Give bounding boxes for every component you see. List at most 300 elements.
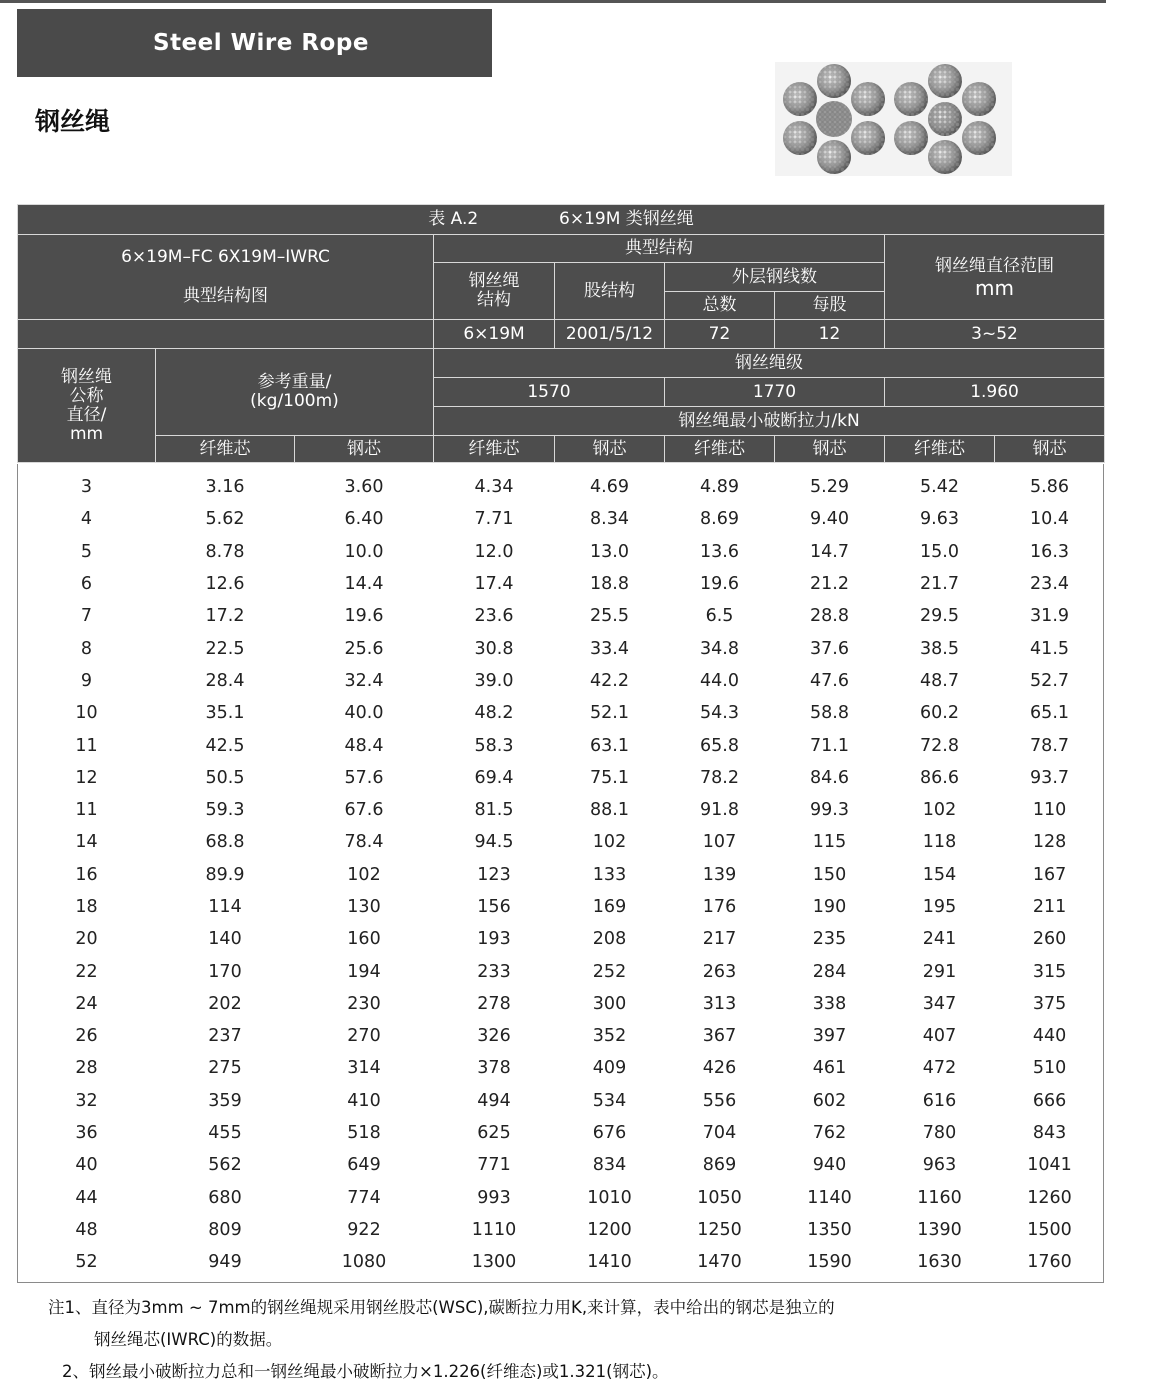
value-cell: 940 [812, 1155, 847, 1176]
value-cell: 130 [347, 897, 381, 917]
value-cell: 19.6 [344, 606, 384, 627]
banner-title: Steel Wire Rope [153, 30, 369, 56]
value-cell: 89.9 [205, 864, 245, 885]
weight-fiber-core-header: 纤维芯 [156, 436, 295, 463]
table-row [18, 762, 1105, 794]
page-heading: 钢丝绳 [35, 107, 111, 136]
value-cell: 1041 [1027, 1155, 1072, 1176]
value-cell: 6.40 [344, 509, 384, 530]
value-cell: 260 [1032, 929, 1067, 950]
table-caption [18, 205, 1105, 235]
total-header: 总数 [665, 292, 775, 320]
total-value: 72 [665, 320, 775, 349]
rope-structure-header: 钢丝绳 结构 [434, 263, 555, 320]
value-cell: 375 [1032, 993, 1067, 1014]
value-cell: 13.0 [590, 541, 629, 562]
value-cell: 949 [208, 1252, 242, 1273]
value-cell: 48.4 [344, 735, 384, 756]
value-cell: 78.4 [344, 832, 384, 853]
table-row [18, 859, 1105, 891]
value-cell: 68.8 [205, 832, 245, 853]
value-cell: 7.71 [474, 509, 514, 530]
value-cell: 38.5 [920, 638, 959, 659]
table-row [18, 463, 1105, 504]
value-cell: 208 [592, 929, 627, 950]
value-cell: 59.3 [205, 800, 245, 821]
value-cell: 338 [812, 993, 847, 1014]
value-cell: 270 [347, 1026, 381, 1047]
table-row [18, 1182, 1105, 1214]
outer-wire-count-header: 外层钢线数 [665, 263, 885, 292]
value-cell: 102 [922, 800, 957, 821]
structure-diagram-cell [18, 320, 434, 349]
value-cell: 75.1 [590, 767, 629, 788]
value-cell: 44.0 [700, 670, 739, 691]
diameter-cell: 12 [75, 767, 98, 788]
value-cell: 1500 [1027, 1219, 1072, 1240]
diameter-cell: 5 [80, 541, 93, 562]
top-rule [0, 0, 1106, 3]
structure-diagram-label: 典型结构图 [183, 286, 268, 306]
value-cell: 22.5 [205, 638, 245, 659]
value-cell: 1410 [587, 1252, 632, 1273]
value-cell: 139 [702, 864, 737, 885]
value-cell: 86.6 [920, 767, 959, 788]
value-cell: 23.6 [474, 606, 514, 627]
value-cell: 32.4 [344, 670, 384, 691]
value-cell: 510 [1032, 1058, 1067, 1079]
value-cell: 58.8 [810, 703, 849, 724]
value-cell: 602 [812, 1090, 847, 1111]
value-cell: 193 [477, 929, 511, 950]
table-row [18, 568, 1105, 600]
value-cell: 666 [1032, 1090, 1067, 1111]
reference-weight-header: 参考重量/ (kg/100m) [156, 349, 434, 436]
diameter-cell: 6 [80, 574, 93, 595]
rope-section-steel-core [894, 64, 996, 174]
table-row [18, 665, 1105, 697]
value-cell: 39.0 [474, 670, 514, 691]
grade-1770-header: 1770 [665, 378, 885, 407]
value-cell: 993 [477, 1187, 511, 1208]
value-cell: 60.2 [920, 703, 959, 724]
table-row [18, 1117, 1105, 1149]
value-cell: 1590 [807, 1252, 852, 1273]
value-cell: 378 [477, 1058, 511, 1079]
value-cell: 461 [812, 1058, 847, 1079]
value-cell: 52.7 [1030, 670, 1070, 691]
typical-structure-header: 典型结构 [434, 235, 885, 263]
value-cell: 12.0 [474, 541, 514, 562]
per-strand-value: 12 [775, 320, 885, 349]
value-cell: 367 [702, 1026, 737, 1047]
value-cell: 1010 [587, 1187, 632, 1208]
value-cell: 869 [702, 1155, 737, 1176]
table-row [18, 729, 1105, 761]
diameter-cell: 44 [75, 1187, 98, 1208]
value-cell: 63.1 [590, 735, 629, 756]
value-cell: 1140 [807, 1187, 852, 1208]
value-cell: 65.8 [700, 735, 739, 756]
table-row [18, 536, 1105, 568]
value-cell: 30.8 [474, 638, 514, 659]
value-cell: 195 [922, 897, 957, 917]
value-cell: 17.4 [474, 574, 514, 595]
diameter-cell: 52 [75, 1252, 98, 1273]
value-cell: 494 [477, 1090, 511, 1111]
value-cell: 1200 [587, 1219, 632, 1240]
value-cell: 278 [477, 993, 511, 1014]
diameter-cell: 4 [80, 509, 93, 530]
value-cell: 34.8 [700, 638, 739, 659]
note-2: 2、钢丝最小破断拉力总和一钢丝绳最小破断拉力×1.226(纤维态)或1.321(钢芯)。 [62, 1362, 669, 1381]
value-cell: 194 [347, 961, 381, 982]
value-cell: 170 [208, 961, 242, 982]
value-cell: 128 [1032, 832, 1067, 853]
diameter-cell: 36 [75, 1123, 98, 1144]
table-row [18, 632, 1105, 664]
force-1570-fiber-core-header: 纤维芯 [434, 436, 555, 463]
value-cell: 54.3 [700, 703, 739, 724]
value-cell: 211 [1032, 897, 1067, 917]
diameter-cell: 14 [75, 832, 98, 853]
value-cell: 704 [702, 1123, 737, 1144]
diameter-range-value: 3~52 [885, 320, 1105, 349]
value-cell: 409 [592, 1058, 627, 1079]
value-cell: 809 [208, 1219, 242, 1240]
rope-cross-section-drawing [775, 62, 1012, 176]
table-header [18, 205, 1105, 463]
value-cell: 13.6 [700, 541, 739, 562]
diameter-cell: 40 [75, 1155, 98, 1176]
value-cell: 235 [812, 929, 847, 950]
value-cell: 29.5 [920, 606, 959, 627]
value-cell: 1080 [341, 1252, 387, 1273]
grade-1570-header: 1570 [434, 378, 665, 407]
table-row [18, 923, 1105, 955]
value-cell: 9.40 [810, 509, 849, 530]
value-cell: 41.5 [1030, 638, 1070, 659]
rope-structure-value: 6×19M [434, 320, 555, 349]
value-cell: 625 [477, 1123, 511, 1144]
value-cell: 10.4 [1030, 509, 1070, 530]
force-1570-steel-core-header: 钢芯 [555, 436, 665, 463]
diameter-cell: 8 [80, 638, 93, 659]
value-cell: 52.1 [590, 703, 629, 724]
value-cell: 47.6 [810, 670, 849, 691]
value-cell: 1390 [917, 1219, 962, 1240]
rope-section-fiber-core [783, 64, 885, 174]
diameter-range-header [885, 235, 1105, 320]
table-row [18, 1020, 1105, 1052]
value-cell: 48.2 [474, 703, 514, 724]
per-strand-header: 每股 [775, 292, 885, 320]
value-cell: 518 [347, 1123, 381, 1144]
value-cell: 37.6 [810, 638, 849, 659]
table-body [18, 463, 1105, 1279]
value-cell: 14.4 [344, 574, 384, 595]
value-cell: 843 [1032, 1123, 1067, 1144]
value-cell: 9.63 [920, 509, 959, 530]
value-cell: 10.0 [344, 541, 384, 562]
value-cell: 649 [347, 1155, 381, 1176]
value-cell: 6.5 [705, 606, 734, 627]
value-cell: 616 [922, 1090, 957, 1111]
value-cell: 23.4 [1030, 574, 1070, 595]
diameter-cell: 32 [75, 1090, 98, 1111]
value-cell: 534 [592, 1090, 627, 1111]
table-row [18, 891, 1105, 923]
value-cell: 156 [477, 897, 511, 917]
table-row [18, 1246, 1105, 1278]
value-cell: 114 [208, 897, 242, 917]
diameter-cell: 10 [75, 703, 98, 724]
value-cell: 455 [208, 1123, 242, 1144]
value-cell: 834 [592, 1155, 627, 1176]
value-cell: 1260 [1027, 1187, 1072, 1208]
value-cell: 93.7 [1030, 767, 1070, 788]
value-cell: 33.4 [590, 638, 629, 659]
value-cell: 5.29 [810, 477, 849, 498]
value-cell: 8.69 [700, 509, 739, 530]
value-cell: 99.3 [810, 800, 849, 821]
value-cell: 4.89 [700, 477, 739, 498]
value-cell: 284 [812, 961, 847, 982]
value-cell: 65.1 [1030, 703, 1070, 724]
value-cell: 1470 [697, 1252, 742, 1273]
strand-structure-value: 2001/5/12 [555, 320, 665, 349]
weight-steel-core-header: 钢芯 [295, 436, 434, 463]
diameter-cell: 18 [75, 897, 98, 917]
diameter-cell: 26 [75, 1026, 98, 1047]
value-cell: 15.0 [920, 541, 959, 562]
value-cell: 25.5 [590, 606, 629, 627]
diameter-range-label: 钢丝绳直径范围 [935, 255, 1055, 276]
diameter-cell: 16 [75, 864, 98, 885]
value-cell: 774 [347, 1187, 381, 1208]
structure-diagram-header [18, 235, 434, 320]
table-row [18, 1085, 1105, 1117]
value-cell: 4.69 [590, 477, 629, 498]
value-cell: 1250 [697, 1219, 742, 1240]
value-cell: 314 [347, 1058, 381, 1079]
value-cell: 426 [702, 1058, 737, 1079]
value-cell: 1630 [917, 1252, 962, 1273]
value-cell: 1160 [917, 1187, 962, 1208]
value-cell: 176 [702, 897, 737, 917]
value-cell: 397 [812, 1026, 847, 1047]
value-cell: 72.8 [920, 735, 959, 756]
diameter-cell: 9 [80, 670, 93, 691]
value-cell: 81.5 [474, 800, 514, 821]
value-cell: 28.4 [205, 670, 245, 691]
diameter-cell: 11 [75, 735, 98, 756]
value-cell: 78.2 [700, 767, 739, 788]
value-cell: 21.7 [920, 574, 959, 595]
value-cell: 17.2 [205, 606, 245, 627]
value-cell: 762 [812, 1123, 847, 1144]
table-row [18, 794, 1105, 826]
note-1-continued: 钢丝绳芯(IWRC)的数据。 [94, 1330, 283, 1349]
value-cell: 14.7 [810, 541, 849, 562]
value-cell: 5.42 [920, 477, 959, 498]
value-cell: 440 [1032, 1026, 1067, 1047]
value-cell: 3.16 [205, 477, 245, 498]
diameter-cell: 28 [75, 1058, 98, 1079]
value-cell: 123 [477, 864, 511, 885]
value-cell: 42.5 [205, 735, 245, 756]
value-cell: 676 [592, 1123, 627, 1144]
diameter-cell: 11 [75, 800, 98, 821]
table-row [18, 1214, 1105, 1246]
value-cell: 150 [812, 864, 847, 885]
strand-structure-header: 股结构 [555, 263, 665, 320]
title-banner [17, 9, 492, 77]
value-cell: 140 [208, 929, 242, 950]
value-cell: 69.4 [474, 767, 514, 788]
value-cell: 359 [208, 1090, 242, 1111]
value-cell: 167 [1032, 864, 1067, 885]
value-cell: 115 [812, 832, 847, 853]
value-cell: 102 [347, 864, 381, 885]
value-cell: 16.3 [1030, 541, 1070, 562]
value-cell: 71.1 [810, 735, 849, 756]
table-row [18, 826, 1105, 858]
value-cell: 780 [922, 1123, 957, 1144]
value-cell: 190 [812, 897, 847, 917]
value-cell: 556 [702, 1090, 737, 1111]
table-row [18, 1149, 1105, 1181]
value-cell: 771 [477, 1155, 511, 1176]
rope-cross-section-image [775, 62, 1012, 176]
table-row [18, 503, 1105, 535]
table-row [18, 600, 1105, 632]
diameter-cell: 24 [75, 993, 98, 1014]
value-cell: 1300 [471, 1252, 517, 1273]
value-cell: 263 [702, 961, 737, 982]
value-cell: 230 [347, 993, 381, 1014]
value-cell: 48.7 [920, 670, 959, 691]
value-cell: 217 [702, 929, 737, 950]
force-1960-fiber-core-header: 纤维芯 [885, 436, 995, 463]
value-cell: 410 [347, 1090, 381, 1111]
value-cell: 202 [208, 993, 242, 1014]
value-cell: 25.6 [344, 638, 384, 659]
value-cell: 160 [347, 929, 381, 950]
value-cell: 5.86 [1030, 477, 1070, 498]
grade-1960-header: 1.960 [885, 378, 1105, 407]
value-cell: 57.6 [344, 767, 384, 788]
structure-diagram-types: 6×19M–FC 6X19M–IWRC [121, 247, 330, 267]
value-cell: 110 [1032, 800, 1067, 821]
value-cell: 28.8 [810, 606, 849, 627]
diameter-range-unit: mm [975, 275, 1015, 300]
value-cell: 18.8 [590, 574, 629, 595]
caption-title: 6×19M 类钢丝绳 [559, 209, 694, 229]
value-cell: 102 [592, 832, 627, 853]
value-cell: 50.5 [205, 767, 245, 788]
min-breaking-force-header: 钢丝绳最小破断拉力/kN [434, 407, 1105, 436]
value-cell: 315 [1032, 961, 1067, 982]
value-cell: 35.1 [205, 703, 245, 724]
value-cell: 233 [477, 961, 511, 982]
value-cell: 118 [922, 832, 957, 853]
value-cell: 4.34 [474, 477, 514, 498]
value-cell: 91.8 [700, 800, 739, 821]
value-cell: 40.0 [344, 703, 384, 724]
value-cell: 67.6 [344, 800, 384, 821]
nominal-diameter-header: 钢丝绳 公称 直径/ mm [18, 349, 156, 463]
value-cell: 8.34 [590, 509, 629, 530]
diameter-cell: 48 [75, 1219, 98, 1240]
value-cell: 154 [922, 864, 957, 885]
note-1: 注1、直径为3mm ~ 7mm的钢丝绳规采用钢丝股芯(WSC),碳断拉力用K,来计算，表中给出的钢芯是独立的 [48, 1298, 835, 1317]
value-cell: 169 [592, 897, 627, 917]
diameter-cell: 20 [75, 929, 98, 950]
value-cell: 237 [208, 1026, 242, 1047]
value-cell: 252 [592, 961, 627, 982]
value-cell: 1110 [471, 1219, 517, 1240]
value-cell: 8.78 [205, 541, 245, 562]
value-cell: 313 [702, 993, 737, 1014]
value-cell: 241 [922, 929, 957, 950]
value-cell: 19.6 [700, 574, 739, 595]
value-cell: 1760 [1027, 1252, 1072, 1273]
value-cell: 472 [922, 1058, 957, 1079]
value-cell: 21.2 [810, 574, 849, 595]
caption-number: 表 A.2 [428, 209, 479, 229]
value-cell: 31.9 [1030, 606, 1070, 627]
diameter-cell: 7 [80, 606, 93, 627]
value-cell: 84.6 [810, 767, 849, 788]
value-cell: 407 [922, 1026, 957, 1047]
value-cell: 300 [592, 993, 627, 1014]
value-cell: 94.5 [474, 832, 514, 853]
value-cell: 42.2 [590, 670, 629, 691]
value-cell: 291 [922, 961, 957, 982]
value-cell: 1050 [697, 1187, 742, 1208]
force-1960-steel-core-header: 钢芯 [995, 436, 1105, 463]
table-row [18, 1052, 1105, 1084]
value-cell: 12.6 [205, 574, 245, 595]
table-row [18, 955, 1105, 987]
wire-rope-spec-table [17, 204, 1105, 1278]
table-row [18, 988, 1105, 1020]
diameter-cell: 3 [80, 477, 93, 498]
value-cell: 922 [347, 1219, 381, 1240]
value-cell: 352 [592, 1026, 627, 1047]
force-1770-steel-core-header: 钢芯 [775, 436, 885, 463]
diameter-cell: 22 [75, 961, 98, 982]
value-cell: 963 [922, 1155, 957, 1176]
value-cell: 275 [208, 1058, 242, 1079]
value-cell: 3.60 [344, 477, 384, 498]
value-cell: 88.1 [590, 800, 629, 821]
value-cell: 107 [702, 832, 737, 853]
force-1770-fiber-core-header: 纤维芯 [665, 436, 775, 463]
value-cell: 58.3 [474, 735, 514, 756]
value-cell: 133 [592, 864, 627, 885]
rope-grade-header: 钢丝绳级 [434, 349, 1105, 378]
value-cell: 1350 [807, 1219, 852, 1240]
value-cell: 347 [922, 993, 957, 1014]
value-cell: 5.62 [205, 509, 245, 530]
value-cell: 78.7 [1030, 735, 1070, 756]
value-cell: 562 [208, 1155, 242, 1176]
footnotes [48, 1292, 835, 1388]
value-cell: 680 [208, 1187, 242, 1208]
table-row [18, 697, 1105, 729]
